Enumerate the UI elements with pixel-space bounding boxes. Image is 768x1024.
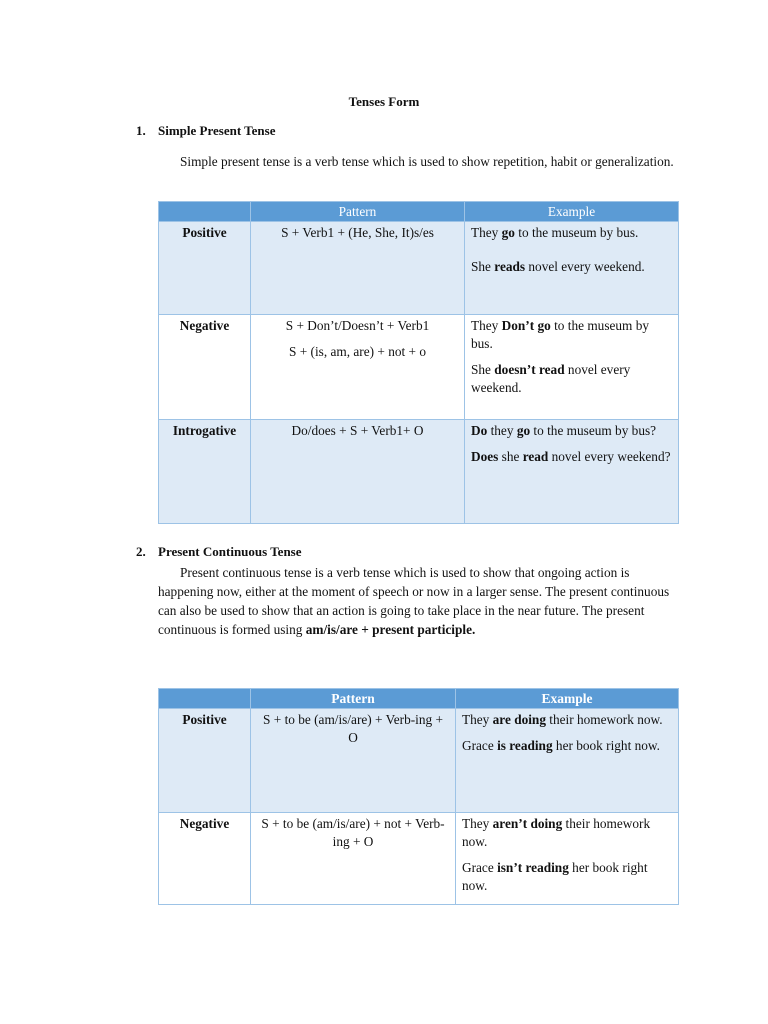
header-empty	[159, 689, 251, 709]
example-text: They go to the museum by bus.	[471, 225, 639, 240]
row-label-negative: Negative	[159, 813, 251, 905]
example-text: Do they go to the museum by bus?	[471, 423, 657, 438]
section2-paragraph-bold: am/is/are + present participle.	[305, 622, 476, 637]
header-example: Example	[465, 202, 679, 222]
section1-paragraph	[136, 152, 684, 171]
pattern-cell: S + to be (am/is/are) + not + Verb-ing + O	[251, 813, 456, 905]
example-text: She reads novel every weekend.	[471, 259, 645, 274]
row-label-negative: Negative	[159, 315, 251, 420]
section1-heading-text: Simple Present Tense	[158, 123, 276, 138]
example-text: Does she read novel every weekend?	[471, 449, 671, 464]
pattern-cell	[251, 420, 465, 524]
pattern-text: S + Verb1 + (He, She, It)s/es	[281, 225, 434, 240]
example-text: Grace isn’t reading her book right now.	[462, 860, 648, 893]
pattern-cell: S + to be (am/is/are) + Verb-ing + O	[251, 709, 456, 813]
table-header-row	[159, 202, 679, 222]
example-text: They aren’t doing their homework now.	[462, 816, 651, 849]
example-cell	[465, 420, 679, 524]
pattern-text: S + Don’t/Doesn’t + Verb1	[285, 318, 430, 333]
header-empty	[159, 202, 251, 222]
header-pattern: Pattern	[251, 202, 465, 222]
table-row	[159, 709, 679, 813]
table-row	[159, 222, 679, 315]
pattern-text: S + (is, am, are) + not + o	[289, 344, 426, 359]
section2-paragraph	[158, 563, 680, 639]
row-label-introgative: Introgative	[159, 420, 251, 524]
example-text: They Don’t go to the museum by bus.	[471, 318, 650, 351]
document-title: Tenses Form	[348, 94, 420, 109]
section2-paragraph-text: Present continuous tense is a verb tense which is used to show that ongoing action is happening now, either at the moment of speech or now in a larger sense. The present continuous can also be used to show that an action is going to take place in the near future. The present continuous is formed using	[158, 565, 670, 637]
pattern-cell	[251, 315, 465, 420]
table-row	[159, 315, 679, 420]
example-cell	[456, 709, 679, 813]
row-label-positive: Positive	[159, 709, 251, 813]
section1-paragraph-text: Simple present tense is a verb tense which is used to show repetition, habit or generalization.	[180, 154, 674, 169]
section1-heading	[136, 123, 276, 139]
section2-heading-text: Present Continuous Tense	[158, 544, 302, 559]
example-text: They are doing their homework now.	[462, 712, 663, 727]
pattern-cell	[251, 222, 465, 315]
simple-present-table	[158, 201, 679, 524]
row-label-positive: Positive	[159, 222, 251, 315]
example-cell	[456, 813, 679, 905]
example-cell	[465, 222, 679, 315]
header-pattern: Pattern	[251, 689, 456, 709]
section2-heading	[136, 544, 302, 560]
section1-number: 1.	[136, 123, 146, 138]
table-row	[159, 813, 679, 905]
example-text: Grace is reading her book right now.	[462, 738, 660, 753]
example-cell	[465, 315, 679, 420]
section2-number: 2.	[136, 544, 146, 559]
table-row	[159, 420, 679, 524]
header-example: Example	[456, 689, 679, 709]
pattern-text: Do/does + S + Verb1+ O	[291, 423, 424, 438]
present-continuous-table	[158, 688, 679, 905]
table-header-row	[159, 689, 679, 709]
example-text: She doesn’t read novel every weekend.	[471, 362, 631, 395]
